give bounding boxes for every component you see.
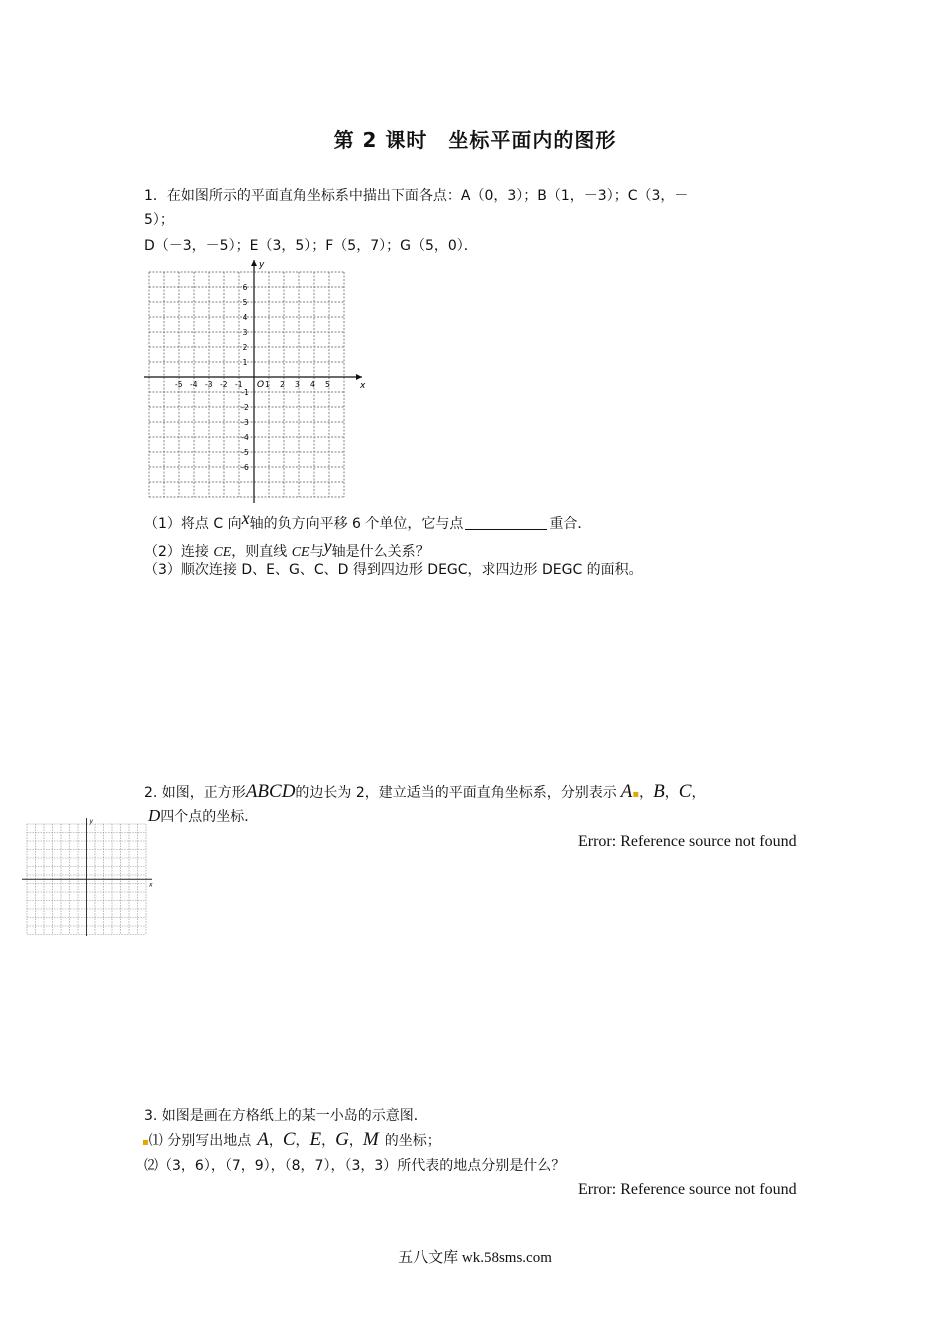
y-axis-label: y — [259, 260, 265, 270]
x-tick-label: -1 — [235, 380, 243, 389]
x-tick-label: -2 — [220, 380, 228, 389]
q3-g: G — [335, 1129, 349, 1150]
q3-sub1-post: 的坐标； — [384, 1133, 441, 1149]
q1-sub1-mid: 轴的负方向平移 6 个单位，它与点 — [249, 516, 464, 532]
y-tick-label: 4 — [242, 313, 248, 322]
x-axis-arrow — [356, 374, 362, 380]
q3-line1: 3. 如图是画在方格纸上的某一小岛的示意图． — [144, 1108, 428, 1124]
q2-line2 — [148, 806, 258, 827]
x-tick-label: 4 — [310, 380, 315, 389]
q1-sub2-ce2: CE — [291, 545, 310, 560]
x-tick-label: -5 — [175, 380, 183, 389]
q2-comma1: ， — [639, 785, 654, 801]
x-tick-label: -3 — [205, 380, 213, 389]
origin-label: O — [257, 380, 265, 390]
q3-e: E — [309, 1129, 322, 1150]
q1-sub2-ce1: CE — [213, 545, 232, 560]
x-tick-label: 2 — [280, 380, 285, 389]
q3-a: A — [257, 1129, 269, 1150]
y-tick-label: -4 — [241, 433, 249, 442]
q2-line1 — [144, 782, 705, 805]
x-axis-label: x — [360, 381, 366, 391]
y-tick-label: 5 — [242, 298, 248, 307]
q2-b: B — [653, 781, 665, 802]
q3-sub2: ⑵（3，6），（7，9），（8，7），（3，3）所代表的地点分别是什么？ — [144, 1158, 566, 1174]
x-axis-label: x — [149, 881, 153, 889]
q1-sub2-with: 与 — [309, 544, 324, 560]
edit-mark: ▪ — [632, 789, 640, 800]
y-axis-arrow — [251, 260, 257, 266]
x-tick-label: 5 — [325, 380, 330, 389]
y-tick-label: -3 — [241, 418, 249, 427]
q1-sub2-pre: （2）连接 — [144, 544, 214, 560]
x-tick-label: -4 — [190, 380, 198, 389]
y-tick-label: -6 — [241, 463, 249, 472]
q1-line2: 5）； — [144, 212, 174, 228]
q1-line1: 1．在如图所示的平面直角坐标系中描出下面各点：A（0，3）；B（1，－3）；C（3，－ — [144, 188, 689, 204]
edit-mark: ▪ — [142, 1137, 149, 1148]
q1-sub3: （3）顺次连接 D、E、G、C、D 得到四边形 DEGC，求四边形 DEGC 的面积。 — [144, 562, 643, 578]
q3-comma3: ， — [321, 1133, 336, 1149]
y-tick-label: 6 — [242, 283, 248, 292]
q3-c: C — [282, 1129, 296, 1150]
y-tick-label: 3 — [242, 328, 248, 337]
y-tick-label: -1 — [241, 388, 249, 397]
answer-blank[interactable] — [465, 515, 547, 530]
q3-comma1: ， — [268, 1133, 283, 1149]
y-tick-label: -5 — [241, 448, 249, 457]
x-tick-label: 3 — [295, 380, 300, 389]
q1-sub2 — [144, 536, 430, 563]
q3-comma4: ， — [348, 1133, 363, 1149]
coordinate-grid-2 — [22, 816, 156, 938]
coordinate-grid-1 — [142, 258, 372, 503]
footer-watermark: 五八文库 wk.58sms.com — [398, 1250, 552, 1266]
q2-comma2: ， — [664, 785, 679, 801]
q1-sub1-var: x — [241, 508, 250, 528]
q1-sub1-post: 重合． — [549, 516, 592, 532]
q3-error-ref: Error: Reference source not found — [578, 1181, 797, 1198]
q3-m: M — [362, 1129, 379, 1150]
q2-abcd: ABCD — [245, 781, 296, 802]
q2-error-ref: Error: Reference source not found — [578, 833, 797, 850]
q2-post: 四个点的坐标． — [160, 809, 259, 825]
x-tick-label: 1 — [265, 380, 270, 389]
q2-mid: 的边长为 2，建立适当的平面直角坐标系，分别表示 — [295, 785, 617, 801]
q2-comma3: ， — [691, 785, 706, 801]
y-tick-label: 2 — [242, 343, 248, 352]
y-axis-label: y — [89, 818, 94, 825]
q1-sub1-pre: （1）将点 C 向 — [144, 516, 242, 532]
q1-sub2-var: y — [323, 536, 332, 556]
page-title: 第 2 课时 坐标平面内的图形 — [333, 128, 617, 152]
q3-sub1 — [142, 1130, 441, 1153]
q3-sub1-pre: ⑴ 分别写出地点 — [148, 1133, 252, 1149]
q1-sub2-post: 轴是什么关系？ — [331, 544, 430, 560]
y-tick-label: 1 — [242, 358, 248, 367]
q1-sub2-mid: ，则直线 — [231, 544, 292, 560]
y-tick-label: -2 — [241, 403, 249, 412]
q2-pre: 2. 如图，正方形 — [144, 785, 246, 801]
q3-comma2: ， — [295, 1133, 310, 1149]
q1-sub1 — [144, 508, 591, 534]
q1-line3: D（－3，－5）；E（3，5）；F（5，7）；G（5，0）． — [144, 238, 478, 254]
q2-d: D — [148, 806, 161, 825]
q2-c: C — [678, 781, 692, 802]
q2-a: A — [620, 781, 633, 802]
